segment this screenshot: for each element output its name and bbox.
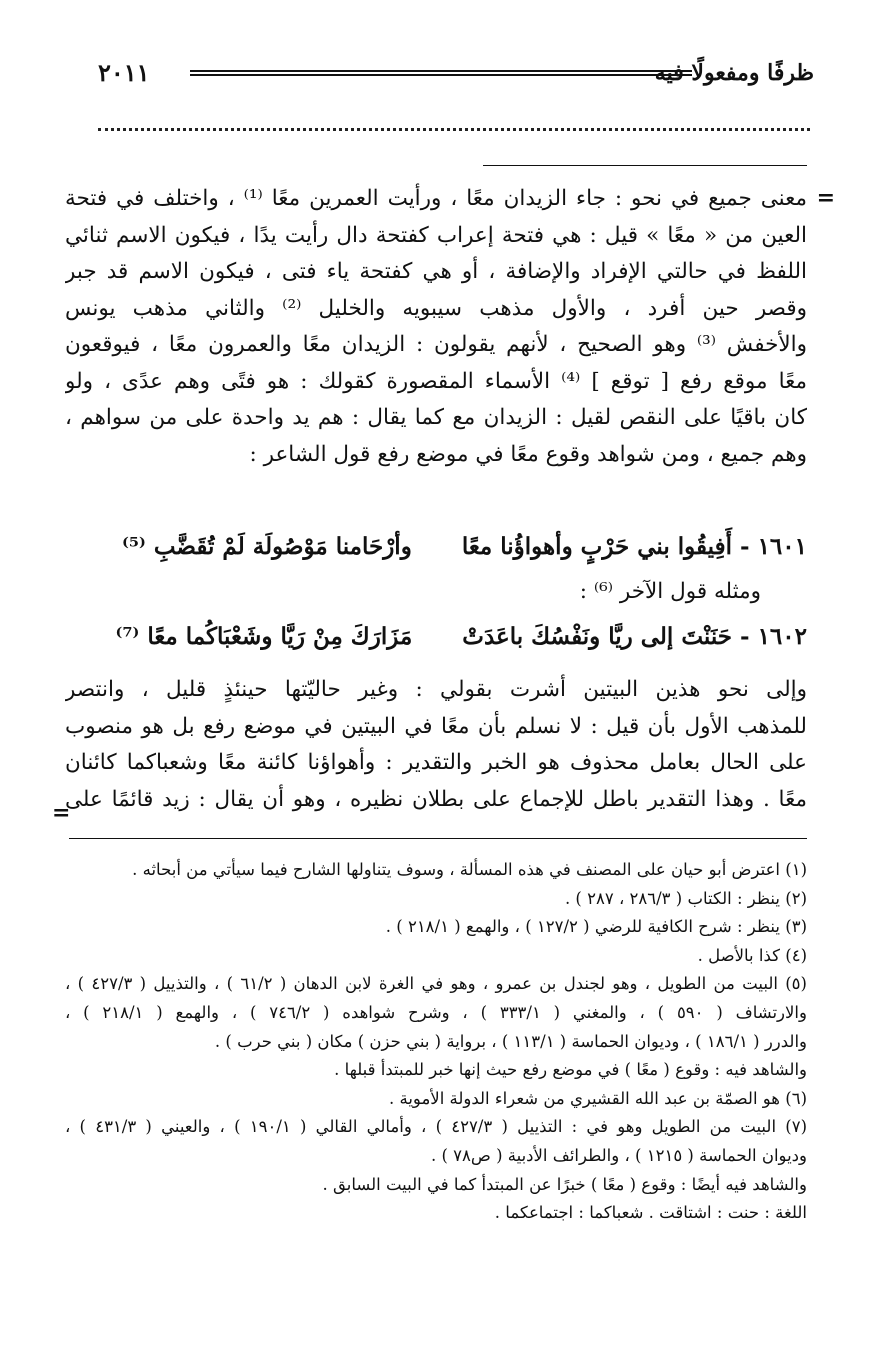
footnote-line: (٧) البيت من الطويل وهو في : التذييل ( ٤٢٧/٣ ) ، وأمالي القالي ( ١٩٠/١ ) ، والعيني ( ٤٣١/٣ ) ، bbox=[65, 1117, 807, 1137]
text-line: معًا موقع رفع [ توقع ] ⁽⁴⁾ الأسماء المقصورة كقولك : هو فتًى وهم عدًى ، ولو bbox=[65, 368, 807, 394]
header-title: ظرفًا ومفعولًا فيه bbox=[654, 60, 814, 86]
footnote-line: (٥) البيت من الطويل ، وهو لجندل بن عمرو ، وهو في الغرة لابن الدهان ( ٦١/٢ ) ، والتذييل ( ٤٢٧/٣ ) ، bbox=[65, 974, 807, 994]
footnote-line: والارتشاف ( ٥٩٠ ) ، والمغني ( ٣٣٣/١ ) ، وشرح شواهده ( ٧٤٦/٢ ) ، والهمع ( ٢١٨/١ ) ، bbox=[65, 1002, 807, 1022]
verse-hemistich-2: مَزَارَكَ مِنْ رَيَّا وشَعْبَاكُما معًا ⁽⁷⁾ bbox=[115, 623, 413, 650]
text-line: معًا . وهذا التقدير باطل للإجماع على بطلان نظيره ، وهو أن يقال : زيد قائمًا على bbox=[65, 786, 807, 812]
footnote-separator-rule bbox=[69, 838, 807, 839]
text-line: وإلى نحو هذين البيتين أشرت بقولي : وغير حاليّتها حينئذٍ قليل ، وانتصر bbox=[65, 677, 807, 702]
footnote-line: (٢) ينظر : الكتاب ( ٢٨٦/٣ ، ٢٨٧ ) . bbox=[564, 888, 807, 908]
footnote-line: والشاهد فيه أيضًا : وقوع ( معًا ) خبرًا عن المبتدأ كما في البيت السابق . bbox=[322, 1174, 807, 1194]
short-separator-rule bbox=[483, 165, 807, 166]
footnote-line: (٣) ينظر : شرح الكافية للرضي ( ١٢٧/٢ ) ، والهمع ( ٢١٨/١ ) . bbox=[385, 917, 807, 937]
footnote-line: والدرر ( ١٨٦/١ ) ، وديوان الحماسة ( ١١٣/١ ) ، برواية ( بني حزن ) مكان ( بني حرب ) . bbox=[214, 1031, 807, 1051]
page-number: ٢٠١١ bbox=[98, 58, 150, 87]
text-line: العين من « معًا » قيل : هي فتحة إعراب كفتحة دال رأيت يدًا ، فيكون الاسم ثنائي bbox=[65, 222, 807, 248]
footnote-line: والشاهد فيه : وقوع ( معًا ) في موضع رفع حيث إنها خبر للمبتدأ قبلها . bbox=[334, 1060, 807, 1080]
footnote-line: (١) اعترض أبو حيان على المصنف في هذه المسألة ، وسوف يتناولها الشارح فيما سيأتي من أبحاثه . bbox=[132, 860, 807, 879]
verse-hemistich-1: حَنَنْتَ إلى ريَّا ونَفْسُكَ باعَدَتْ bbox=[462, 623, 732, 650]
verse-hemistich-1: أَفِيقُوا بني حَرْبٍ وأهواؤُنا معًا bbox=[461, 533, 732, 560]
header-double-rule bbox=[190, 70, 692, 76]
footnote-line: (٤) كذا بالأصل . bbox=[697, 945, 807, 965]
verse-1601 bbox=[67, 529, 807, 565]
continuation-marker-top: = bbox=[816, 185, 835, 211]
between-verses-line: ومثله قول الآخر ⁽⁶⁾ : bbox=[579, 579, 761, 604]
text-line: للمذهب الأول بأن قيل : لا نسلم بأن معًا في البيتين في موضع رفع بل هو منصوب bbox=[65, 713, 807, 739]
verse-number: ١٦٠٢ - bbox=[740, 623, 807, 650]
paragraph-1 bbox=[65, 181, 807, 473]
text-line: والأخفش ⁽³⁾ وهو الصحيح ، لأنهم يقولون : الزيدان معًا والعمرون معًا ، فيوقعون bbox=[65, 332, 807, 357]
verse-1602 bbox=[67, 619, 807, 655]
footnotes bbox=[65, 856, 807, 1228]
text-line: اللفظ في حالتي الإفراد والإضافة ، أو هي كفتحة ياء فتى ، فيكون الاسم قد جبر bbox=[65, 259, 807, 284]
footnote-line: اللغة : حنت : اشتاقت . شعباكما : اجتماعكما . bbox=[494, 1203, 807, 1223]
footnote-line: وديوان الحماسة ( ١٢١٥ ) ، والطرائف الأدبية ( ص٧٨ ) . bbox=[430, 1145, 807, 1165]
dotted-separator bbox=[98, 128, 810, 131]
text-line: معنى جميع في نحو : جاء الزيدان معًا ، ورأيت العمرين معًا ⁽¹⁾ ، واختلف في فتحة bbox=[65, 186, 807, 211]
verse-number: ١٦٠١ - bbox=[740, 533, 807, 560]
running-header bbox=[98, 58, 814, 92]
continuation-marker-bottom: = bbox=[52, 800, 71, 826]
text-line: وقصر حين أفرد ، والأول مذهب سيبويه والخليل ⁽²⁾ والثاني مذهب يونس bbox=[65, 295, 807, 321]
text-line: على الحال بعامل محذوف هو الخبر والتقدير : وأهواؤنا كائنة معًا وشعباكما كائنان bbox=[65, 750, 807, 775]
text-line: كان باقيًا على النقص لقيل : الزيدان مع كما يقال : هم يد واحدة على من سواهم ، bbox=[65, 405, 807, 430]
verse-hemistich-2: وأرْحَامنا مَوْصُولَة لَمْ تُقَضَّبِ ⁽⁵⁾ bbox=[122, 533, 412, 560]
text-line: وهم جميع ، ومن شواهد وقوع معًا في موضع رفع قول الشاعر : bbox=[249, 441, 807, 467]
paragraph-2 bbox=[65, 672, 807, 818]
footnote-line: (٦) هو الصمّة بن عبد الله القشيري من شعراء الدولة الأموية . bbox=[389, 1088, 807, 1108]
